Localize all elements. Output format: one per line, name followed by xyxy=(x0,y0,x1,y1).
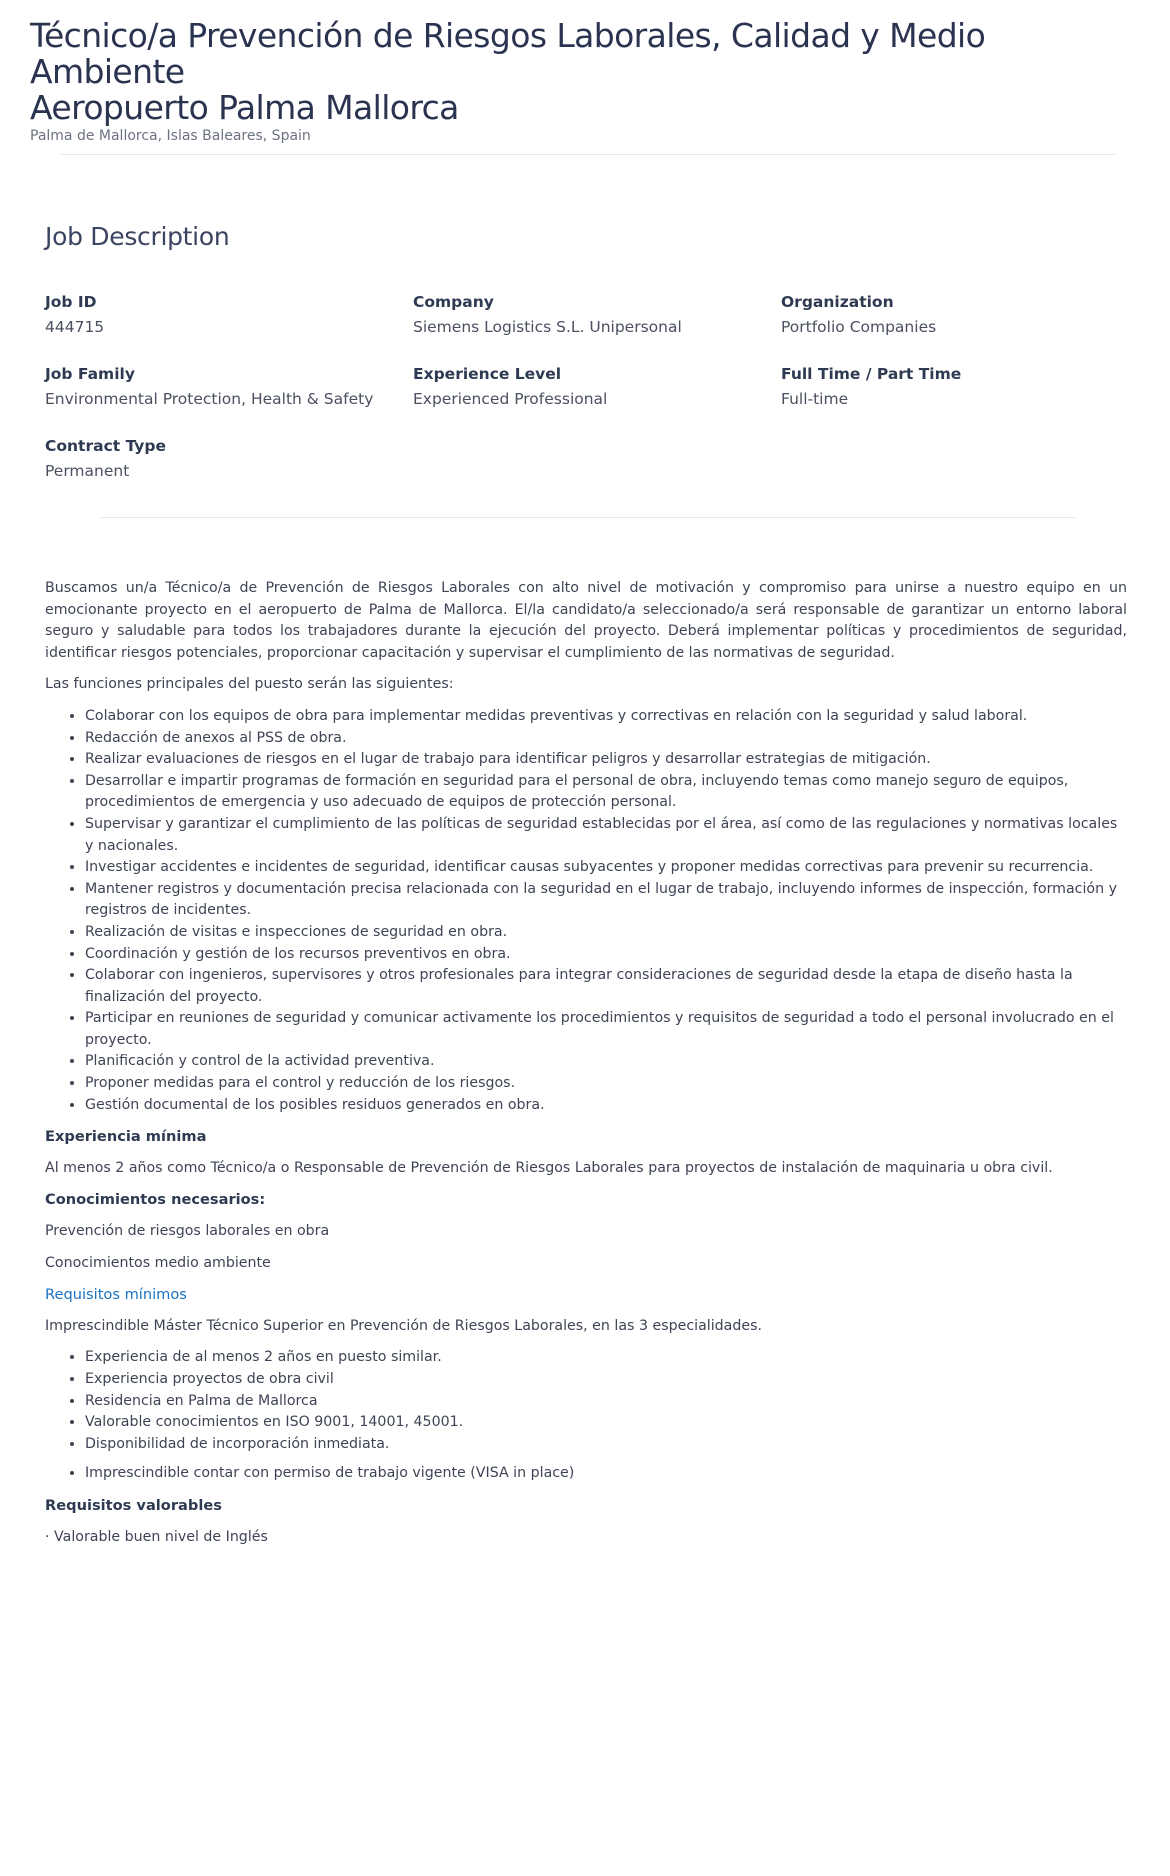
valued-heading: Requisitos valorables xyxy=(45,1496,222,1514)
field-label: Job ID xyxy=(45,293,97,311)
field-organization xyxy=(781,290,1125,340)
field-value: Portfolio Companies xyxy=(781,318,937,336)
requirements-list xyxy=(45,1347,1127,1455)
requirements-heading: Requisitos mínimos xyxy=(45,1286,187,1304)
functions-list xyxy=(45,706,1127,1116)
requirements-intro: Imprescindible Máster Técnico Superior en Prevención de Riesgos Laborales, en las 3 especialidades. xyxy=(45,1317,762,1334)
list-item: • Disponibilidad de incorporación inmediata. xyxy=(85,1434,1127,1456)
job-details-grid xyxy=(45,290,1125,484)
requirements-extra-list xyxy=(45,1463,1127,1485)
field-label: Company xyxy=(413,293,494,311)
list-item: • Participar en reuniones de seguridad y comunicar activamente los procedimientos y requisitos de seguridad a todo el personal involucrado en el proyecto. xyxy=(85,1008,1127,1051)
job-title-line-1: Técnico/a Prevención de Riesgos Laborales, Calidad y Medio Ambiente xyxy=(30,16,986,91)
list-item: • Residencia en Palma de Mallorca xyxy=(85,1391,1127,1413)
list-item: • Planificación y control de la actividad preventiva. xyxy=(85,1051,1127,1073)
field-job-id xyxy=(45,290,413,340)
list-item: • Imprescindible contar con permiso de trabajo vigente (VISA in place) xyxy=(85,1463,1127,1485)
list-item: • Investigar accidentes e incidentes de seguridad, identificar causas subyacentes y proponer medidas correctivas para prevenir su recurrencia. xyxy=(85,857,1127,879)
valued-item: · Valorable buen nivel de Inglés xyxy=(45,1528,268,1545)
field-contract-type xyxy=(45,434,413,484)
field-label: Organization xyxy=(781,293,894,311)
job-description-body xyxy=(45,578,1127,1558)
field-value: Experienced Professional xyxy=(413,390,608,408)
divider xyxy=(60,154,1116,155)
list-item: • Gestión documental de los posibles residuos generados en obra. xyxy=(85,1095,1127,1117)
field-company xyxy=(413,290,781,340)
field-label: Full Time / Part Time xyxy=(781,365,962,383)
list-item: • Supervisar y garantizar el cumplimiento de las políticas de seguridad establecidas por el área, así como de las regulaciones y normativas locales y nacionales. xyxy=(85,814,1127,857)
field-value: 444715 xyxy=(45,318,105,336)
field-value: Environmental Protection, Health & Safety xyxy=(45,390,374,408)
field-value: Full-time xyxy=(781,390,849,408)
section-title: Job Description xyxy=(45,222,230,251)
job-title xyxy=(30,18,1130,126)
knowledge-item: Prevención de riesgos laborales en obra xyxy=(45,1223,330,1240)
job-location: Palma de Mallorca, Islas Baleares, Spain xyxy=(30,128,311,144)
list-item: • Colaborar con ingenieros, supervisores y otros profesionales para integrar consideraciones de seguridad desde la etapa de diseño hasta la finalización del proyecto. xyxy=(85,965,1127,1008)
field-value: Siemens Logistics S.L. Unipersonal xyxy=(413,318,682,336)
functions-intro: Las funciones principales del puesto serán las siguientes: xyxy=(45,676,454,693)
list-item: • Colaborar con los equipos de obra para implementar medidas preventivas y correctivas en relación con la seguridad y salud laboral. xyxy=(85,706,1127,728)
list-item: • Realización de visitas e inspecciones de seguridad en obra. xyxy=(85,922,1127,944)
field-value: Permanent xyxy=(45,462,130,480)
list-item: • Valorable conocimientos en ISO 9001, 14001, 45001. xyxy=(85,1412,1127,1434)
job-header xyxy=(30,18,1130,144)
list-item: • Mantener registros y documentación precisa relacionada con la seguridad en el lugar de trabajo, incluyendo informes de inspección, formación y registros de incidentes. xyxy=(85,879,1127,922)
field-label: Contract Type xyxy=(45,437,167,455)
list-item: • Experiencia de al menos 2 años en puesto similar. xyxy=(85,1347,1127,1369)
experience-heading: Experiencia mínima xyxy=(45,1128,207,1146)
experience-text: Al menos 2 años como Técnico/a o Responsable de Prevención de Riesgos Laborales para proyectos de instalación de maquinaria u obra civil. xyxy=(45,1159,1053,1176)
field-job-family xyxy=(45,362,413,412)
list-item: • Experiencia proyectos de obra civil xyxy=(85,1369,1127,1391)
list-item: • Coordinación y gestión de los recursos preventivos en obra. xyxy=(85,944,1127,966)
field-label: Experience Level xyxy=(413,365,562,383)
knowledge-heading: Conocimientos necesarios: xyxy=(45,1191,266,1209)
field-experience-level xyxy=(413,362,781,412)
list-item: • Realizar evaluaciones de riesgos en el lugar de trabajo para identificar peligros y desarrollar estrategias de mitigación. xyxy=(85,749,1127,771)
list-item: • Desarrollar e impartir programas de formación en seguridad para el personal de obra, incluyendo temas como manejo seguro de equipos, procedimientos de emergencia y uso adecuado de equipos de protección personal. xyxy=(85,771,1127,814)
field-full-time-part-time xyxy=(781,362,1125,412)
field-label: Job Family xyxy=(45,365,135,383)
intro-paragraph: Buscamos un/a Técnico/a de Prevención de Riesgos Laborales con alto nivel de motivación y compromiso para unirse a nuestro equipo en un emocionante proyecto en el aeropuerto de Palma de Mallorca. El/la candidato/a seleccionado/a será responsable de garantizar un entorno laboral seguro y saludable para todos los trabajadores durante la ejecución del proyecto. Deberá implementar políticas y procedimientos de seguridad, identificar riesgos potenciales, proporcionar capacitación y supervisar el cumplimiento de las normativas de seguridad. xyxy=(45,580,1127,661)
list-item: • Proponer medidas para el control y reducción de los riesgos. xyxy=(85,1073,1127,1095)
list-item: • Redacción de anexos al PSS de obra. xyxy=(85,728,1127,750)
knowledge-item: Conocimientos medio ambiente xyxy=(45,1254,271,1271)
divider xyxy=(100,517,1076,518)
job-title-line-2: Aeropuerto Palma Mallorca xyxy=(30,88,459,127)
